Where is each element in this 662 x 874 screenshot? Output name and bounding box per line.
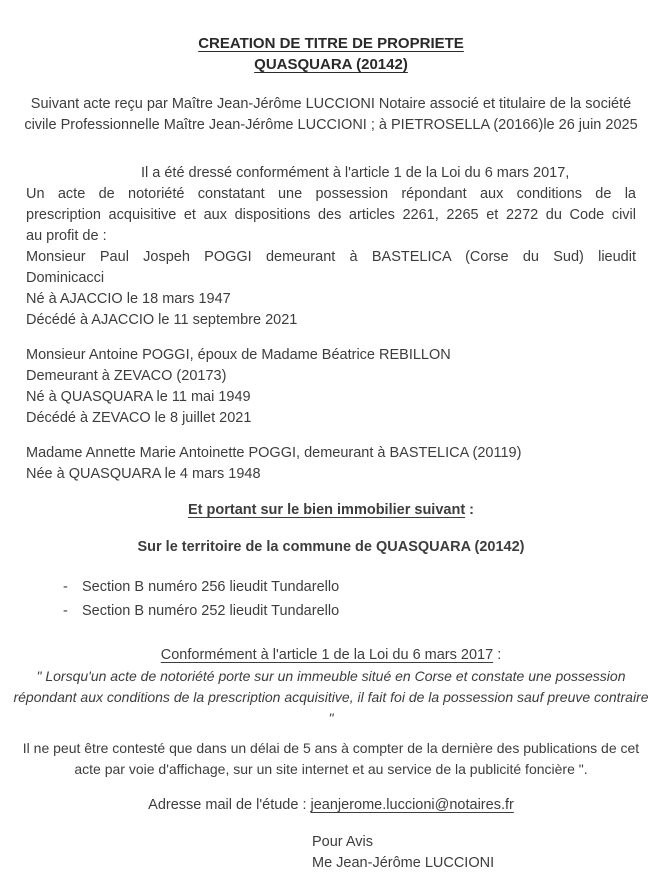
act-paragraph bbox=[0, 184, 662, 247]
beneficiary2-born-line: Né à QUASQUARA le 11 mai 1949 bbox=[26, 389, 251, 405]
dash-bullet: - bbox=[63, 579, 68, 595]
parcel-text: Section B numéro 256 lieudit Tundarello bbox=[82, 579, 340, 595]
law-heading-colon: : bbox=[493, 647, 502, 663]
signature-pour-avis: Pour Avis bbox=[312, 834, 373, 850]
beneficiary2-residence-line: Demeurant à ZEVACO (20173) bbox=[26, 368, 227, 384]
email-link[interactable]: jeanjerome.luccioni@notaires.fr bbox=[310, 797, 514, 813]
law-heading bbox=[0, 645, 662, 666]
beneficiary1-born-line: Né à AJACCIO le 18 mars 1947 bbox=[26, 291, 231, 307]
property-heading-colon: : bbox=[465, 502, 475, 518]
contest-paragraph bbox=[0, 738, 662, 780]
law-quote-line1: " Lorsqu'un acte de notoriété porte sur un immeuble situé en Corse et constate une possession bbox=[36, 668, 626, 684]
document-title-line2: QUASQUARA (20142) bbox=[254, 56, 408, 73]
contest-line2: acte par voie d'affichage, sur un site internet et au service de la publicité foncière ". bbox=[74, 761, 588, 777]
beneficiary2-block bbox=[0, 345, 662, 429]
contact-label: Adresse mail de l'étude : bbox=[148, 797, 311, 813]
parcel-list-item bbox=[63, 601, 662, 622]
law-quote-closing-mark: " bbox=[328, 710, 334, 726]
parcel-list-item bbox=[63, 577, 662, 598]
beneficiary3-name-line: Madame Annette Marie Antoinette POGGI, demeurant à BASTELICA (20119) bbox=[26, 445, 522, 461]
act-line3: au profit de : bbox=[26, 228, 107, 244]
parcel-list bbox=[0, 577, 662, 622]
parcel-text: Section B numéro 252 lieudit Tundarello bbox=[82, 603, 340, 619]
beneficiary2-name-line: Monsieur Antoine POGGI, époux de Madame Béatrice REBILLON bbox=[26, 347, 451, 363]
intro-line1: Suivant acte reçu par Maître Jean-Jérôme LUCCIONI Notaire associé et titulaire de la société bbox=[30, 96, 632, 112]
contest-line1: Il ne peut être contesté que dans un délai de 5 ans à compter de la dernière des publications de cet bbox=[22, 740, 640, 756]
beneficiary1-died-line: Décédé à AJACCIO le 11 septembre 2021 bbox=[26, 312, 298, 328]
intro-line2: civile Professionnelle Maître Jean-Jérôme LUCCIONI ; à PIETROSELLA (20166)le 26 juin 2025 bbox=[24, 117, 638, 133]
act-line1: Un acte de notoriété constatant une possession répondant aux conditions de la bbox=[26, 186, 636, 202]
contact-line bbox=[0, 795, 662, 816]
beneficiary3-block bbox=[0, 443, 662, 485]
law-quote-line2: répondant aux conditions de la prescription acquisitive, il fait foi de la possession sauf preuve contraire bbox=[13, 689, 649, 705]
territory-heading: Sur le territoire de la commune de QUASQUARA (20142) bbox=[137, 539, 525, 555]
document-title-line1: CREATION DE TITRE DE PROPRIETE bbox=[198, 35, 464, 52]
act-line2: prescription acquisitive et aux dispositions des articles 2261, 2265 et 2272 du Code civil bbox=[26, 207, 636, 223]
signature-block bbox=[0, 832, 662, 874]
dash-bullet: - bbox=[63, 603, 68, 619]
signature-notary-name: Me Jean-Jérôme LUCCIONI bbox=[312, 855, 495, 871]
document-title bbox=[0, 33, 662, 75]
beneficiary2-died-line: Décédé à ZEVACO le 8 juillet 2021 bbox=[26, 410, 252, 426]
beneficiary3-born-line: Née à QUASQUARA le 4 mars 1948 bbox=[26, 466, 261, 482]
beneficiary1-block bbox=[0, 247, 662, 331]
law-heading-text: Conformément à l'article 1 de la Loi du 6 mars 2017 bbox=[160, 647, 494, 663]
law-quote bbox=[0, 666, 662, 729]
intro-paragraph bbox=[0, 94, 662, 136]
property-heading-text: Et portant sur le bien immobilier suivant bbox=[187, 502, 466, 518]
beneficiary1-name-line1: Monsieur Paul Jospeh POGGI demeurant à BASTELICA (Corse du Sud) lieudit bbox=[26, 249, 636, 265]
beneficiary1-name-line2: Dominicacci bbox=[26, 270, 105, 286]
property-heading bbox=[0, 500, 662, 521]
drafted-statement: Il a été dressé conformément à l'article 1 de la Loi du 6 mars 2017, bbox=[141, 165, 570, 181]
